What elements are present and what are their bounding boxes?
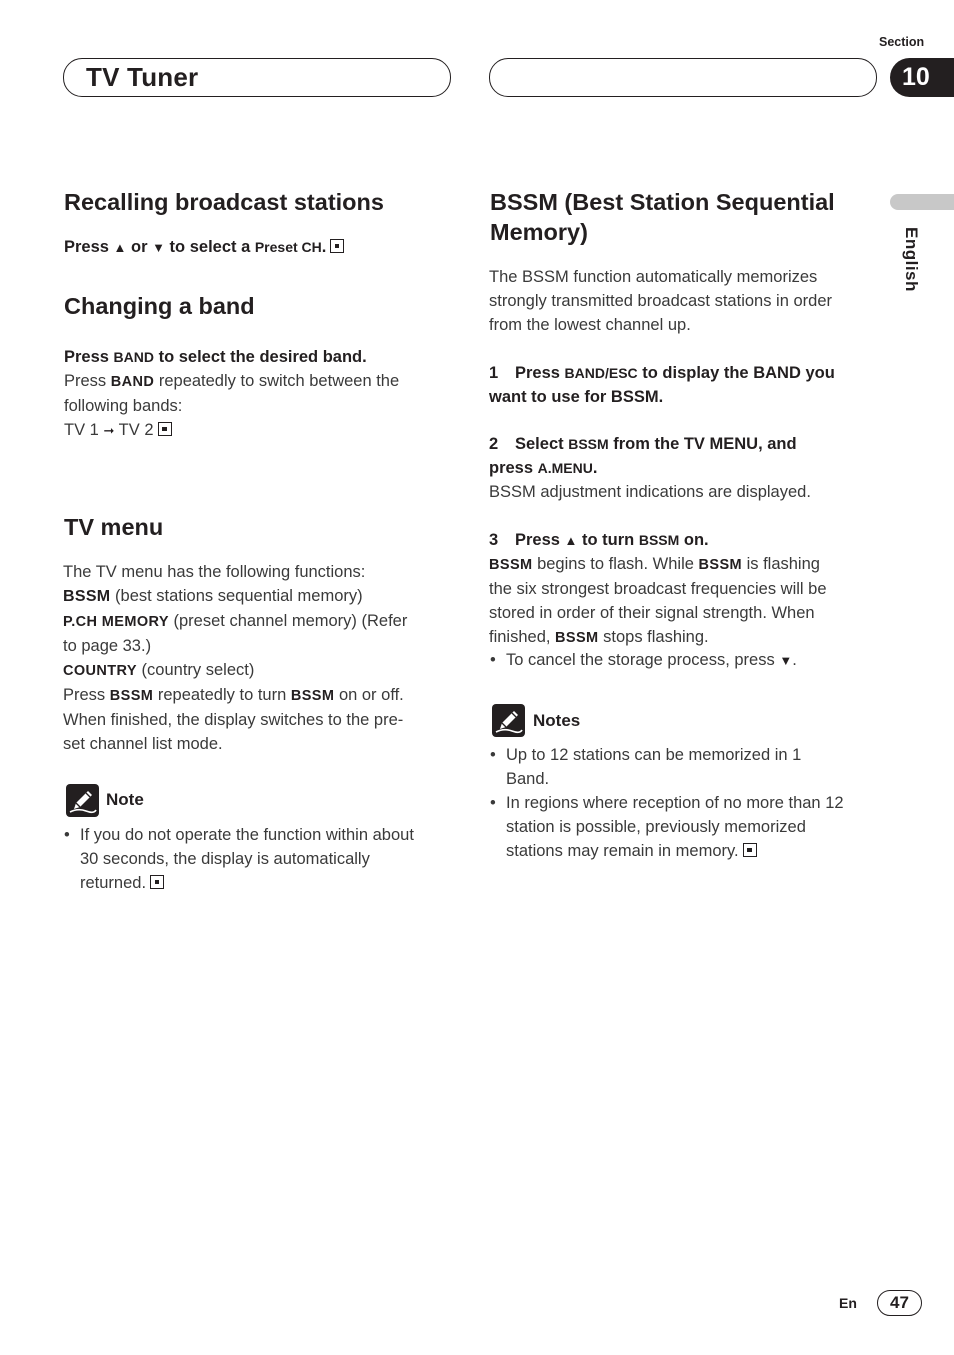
bssm-step-3: 3 Press ▲ to turn BSSM on. [489, 531, 709, 549]
bssm-step-2-body: BSSM adjustment indications are displayed. [489, 483, 811, 501]
bssm-step-2: 2 Select BSSM from the TV MENU, and press A.MENU. [489, 435, 797, 477]
up-arrow-icon: ▲ [564, 533, 578, 548]
pencil-notes-icon [492, 704, 525, 737]
up-arrow-icon: ▲ [113, 240, 127, 255]
arrow-right-icon: ➞ [103, 423, 115, 438]
footer-language-code: En [839, 1295, 857, 1311]
language-tab-bar [890, 194, 954, 210]
notes-item: • In regions where reception of no more than 12 station is possible, previously memorized stations may remain in memory. [490, 794, 844, 860]
section-number-tab [890, 58, 954, 97]
header-title-frame [63, 58, 451, 97]
note-item: • If you do not operate the function within about 30 seconds, the display is automatically returned. [64, 826, 414, 892]
recall-heading: Recalling broadcast stations [64, 189, 384, 215]
note-label: Note [106, 790, 144, 809]
recall-instruction: Press ▲ or ▼ to select a Preset CH. [64, 235, 344, 260]
band-instruction: Press BAND to select the desired band. [64, 348, 367, 366]
bssm-step-3-body: BSSM begins to flash. While BSSM is flashing the six strongest broadcast frequencies will be stored in order of their signal strength. When finished, BSSM stops flashing. [489, 555, 827, 646]
tvmenu-body: The TV menu has the following functions: BSSM (best stations sequential memory) P.CH MEMORY (preset channel memory) (Refer to page 33.) COUNTRY (country select) Press BSSM repeatedly to turn BSSM on or off. When finished, the display switches to the pre- set channel list mode. [63, 563, 408, 753]
page-title: TV Tuner [86, 62, 199, 92]
bssm-heading: BSSM (Best Station Sequential Memory) [490, 189, 835, 245]
end-mark-icon [743, 843, 757, 857]
bssm-cancel-item: • To cancel the storage process, press ▼. [490, 651, 797, 669]
page-number: 47 [890, 1293, 909, 1312]
band-body: Press BAND repeatedly to switch between the following bands: TV 1 ➞ TV 2 [64, 372, 400, 439]
page-number-badge [877, 1290, 922, 1316]
down-arrow-icon: ▼ [779, 653, 793, 668]
language-label: English [902, 227, 921, 292]
end-mark-icon [158, 422, 172, 436]
section-label: Section [879, 35, 925, 49]
bssm-step-1: 1 Press BAND/ESC to display the BAND you want to use for BSSM. [489, 364, 835, 406]
down-arrow-icon: ▼ [152, 240, 165, 255]
notes-label: Notes [533, 711, 581, 730]
notes-item: • Up to 12 stations can be memorized in 1 Band. [490, 746, 802, 788]
bssm-intro: The BSSM function automatically memorizes strongly transmitted broadcast stations in order from the lowest channel up. [489, 268, 832, 334]
end-mark-icon [330, 239, 344, 253]
end-mark-icon [150, 875, 164, 889]
tvmenu-heading: TV menu [64, 514, 164, 540]
band-heading: Changing a band [64, 293, 255, 319]
header-blank-frame [489, 58, 877, 97]
band-sequence: TV 1 ➞ TV 2 [64, 421, 154, 439]
pencil-note-icon [66, 784, 99, 817]
section-number: 10 [902, 63, 930, 91]
